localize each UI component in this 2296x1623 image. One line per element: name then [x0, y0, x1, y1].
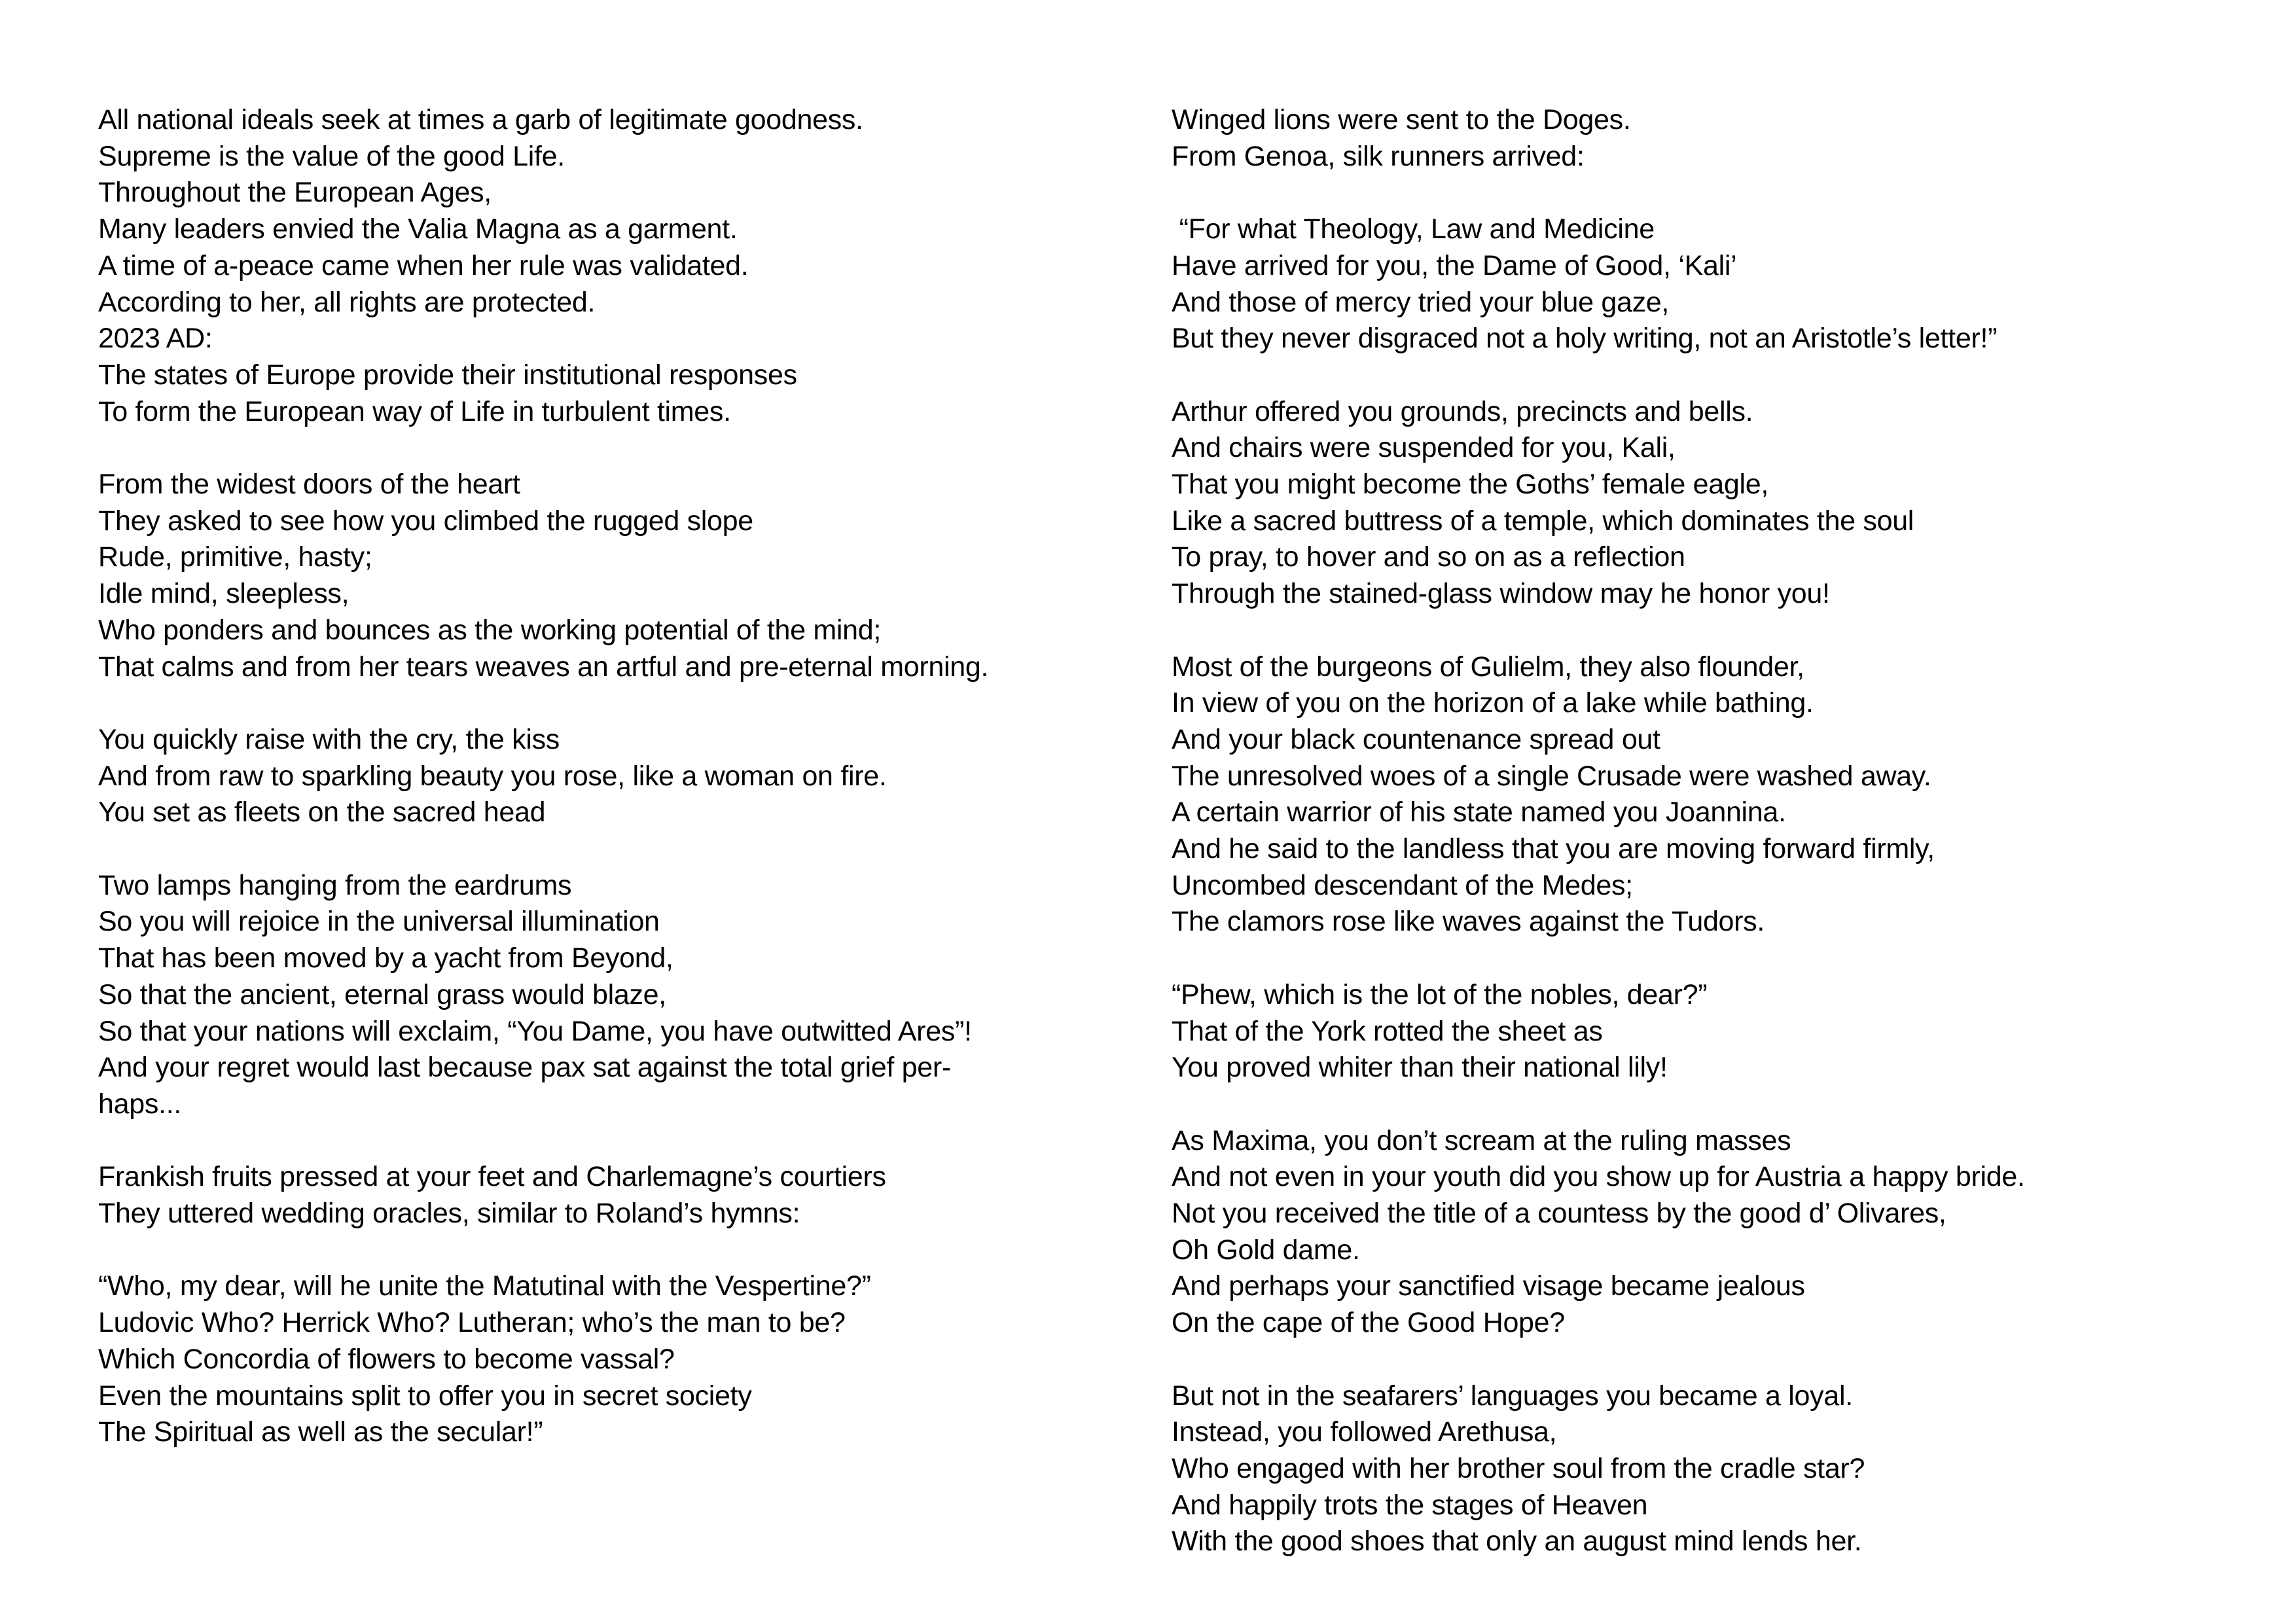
poem-line: Rude, primitive, hasty;	[98, 541, 372, 573]
poem-line: You set as fleets on the sacred head	[98, 796, 546, 829]
poem-line: The clamors rose like waves against the Tudors.	[1172, 906, 1765, 938]
poem-line: To pray, to hover and so on as a reflection	[1172, 541, 1685, 573]
poem-line: A time of a-peace came when her rule was validated.	[98, 249, 749, 281]
poem-line: Even the mountains split to offer you in secret society	[98, 1380, 752, 1412]
poem-line: And not even in your youth did you show up for Austria a happy bride.	[1172, 1161, 2025, 1193]
poem-line: As Maxima, you don’t scream at the ruling masses	[1172, 1124, 1791, 1156]
stanza	[98, 467, 1132, 685]
poem-line: “Phew, which is the lot of the nobles, dear?”	[1172, 978, 1708, 1010]
poem-line: That you might become the Goths’ female eagle,	[1172, 469, 1769, 500]
poem-line: To form the European way of Life in turbulent times.	[98, 395, 731, 427]
poem-line: Which Concordia of flowers to become vassal?	[98, 1343, 675, 1375]
poem-line: All national ideals seek at times a garb of legitimate goodness.	[98, 104, 863, 135]
poem-line: So that the ancient, eternal grass would blaze,	[98, 978, 666, 1010]
stanza	[1172, 977, 2271, 1086]
stanza	[98, 722, 1132, 831]
stanza	[1172, 394, 2271, 613]
poem-line: Many leaders envied the Valia Magna as a garment.	[98, 213, 738, 245]
poem-column-left	[98, 102, 1132, 1451]
stanza	[1172, 102, 2271, 175]
poem-line: So you will rejoice in the universal illumination	[98, 906, 660, 938]
stanza	[1172, 211, 2271, 357]
poem-line: A certain warrior of his state named you Joannina.	[1172, 796, 1786, 829]
poem-line: With the good shoes that only an august mind lends her.	[1172, 1525, 1862, 1558]
poem-line: And those of mercy tried your blue gaze,	[1172, 286, 1670, 318]
poem-line: The Spiritual as well as the secular!”	[98, 1416, 543, 1448]
stanza	[98, 102, 1132, 430]
poem-line: Supreme is the value of the good Life.	[98, 140, 565, 172]
stanza	[98, 1159, 1132, 1232]
stanza	[98, 1268, 1132, 1451]
poem-line: Uncombed descendant of the Medes;	[1172, 869, 1633, 901]
poem-line: 2023 AD:	[98, 323, 213, 355]
poem-line: You proved whiter than their national lily!	[1172, 1052, 1668, 1084]
poem-line: You quickly raise with the cry, the kiss	[98, 723, 560, 755]
poem-line: On the cape of the Good Hope?	[1172, 1307, 1565, 1339]
poem-column-right	[1172, 102, 2271, 1560]
poem-line: Oh Gold dame.	[1172, 1234, 1360, 1266]
poem-line: Frankish fruits pressed at your feet and Charlemagne’s courtiers	[98, 1161, 886, 1193]
poem-line: So that your nations will exclaim, “You Dame, you have outwitted Ares”!	[98, 1015, 972, 1047]
poem-line: Like a sacred buttress of a temple, which dominates the soul	[1172, 505, 1914, 537]
poem-line: But not in the seafarers’ languages you became a loyal.	[1172, 1380, 1853, 1412]
poem-line: Instead, you followed Arethusa,	[1172, 1416, 1557, 1448]
poem-line: And chairs were suspended for you, Kali,	[1172, 432, 1676, 464]
stanza	[1172, 1123, 2271, 1342]
poem-line: They asked to see how you climbed the rugged slope	[98, 505, 753, 537]
stanza	[1172, 1378, 2271, 1561]
poem-line: Two lamps hanging from the eardrums	[98, 869, 572, 901]
poem-line: Idle mind, sleepless,	[98, 578, 350, 610]
poem-line: And from raw to sparkling beauty you rose, like a woman on fire.	[98, 760, 887, 792]
poem-line: And perhaps your sanctified visage became jealous	[1172, 1270, 1805, 1302]
poem-line: And happily trots the stages of Heaven	[1172, 1489, 1648, 1521]
poem-line: According to her, all rights are protected.	[98, 286, 596, 318]
poem-line: “For what Theology, Law and Medicine	[1172, 213, 1655, 245]
poem-line: From the widest doors of the heart	[98, 469, 520, 501]
poem-line: Most of the burgeons of Gulielm, they also flounder,	[1172, 651, 1804, 683]
poem-line: Arthur offered you grounds, precincts and bells.	[1172, 395, 1753, 427]
poem-line: That calms and from her tears weaves an artful and pre-eternal morning.	[98, 651, 989, 683]
poem-line: Have arrived for you, the Dame of Good, ‘Kali’	[1172, 249, 1737, 281]
poem-line: From Genoa, silk runners arrived:	[1172, 140, 1585, 172]
poem-line: Not you received the title of a countess by the good d’ Olivares,	[1172, 1198, 1946, 1230]
poem-line: They uttered wedding oracles, similar to Roland’s hymns:	[98, 1198, 800, 1230]
poem-line: Ludovic Who? Herrick Who? Lutheran; who’s the man to be?	[98, 1307, 846, 1339]
poem-line: Throughout the European Ages,	[98, 177, 492, 209]
poem-line: Who ponders and bounces as the working potential of the mind;	[98, 614, 882, 646]
poem-line: “Who, my dear, will he unite the Matutinal with the Vespertine?”	[98, 1270, 871, 1302]
stanza	[98, 868, 1132, 1123]
poem-line: That has been moved by a yacht from Beyond,	[98, 942, 673, 974]
poem-line: The states of Europe provide their institutional responses	[98, 359, 797, 391]
poem-line: Who engaged with her brother soul from the cradle star?	[1172, 1452, 1865, 1484]
poem-line: But they never disgraced not a holy writing, not an Aristotle’s letter!”	[1172, 323, 1998, 355]
poem-line: And your black countenance spread out	[1172, 723, 1660, 755]
poem-line: And he said to the landless that you are moving forward firmly,	[1172, 833, 1935, 865]
stanza	[1172, 649, 2271, 941]
poem-line: In view of you on the horizon of a lake while bathing.	[1172, 687, 1814, 719]
poem-line: And your regret would last because pax sat against the total grief per-	[98, 1052, 951, 1084]
poem-line: The unresolved woes of a single Crusade were washed away.	[1172, 760, 1931, 792]
poem-line: Through the stained-glass window may he honor you!	[1172, 578, 1830, 610]
poem-line: That of the York rotted the sheet as	[1172, 1015, 1603, 1047]
poem-line: Winged lions were sent to the Doges.	[1172, 104, 1631, 135]
poem-line: haps...	[98, 1088, 181, 1120]
